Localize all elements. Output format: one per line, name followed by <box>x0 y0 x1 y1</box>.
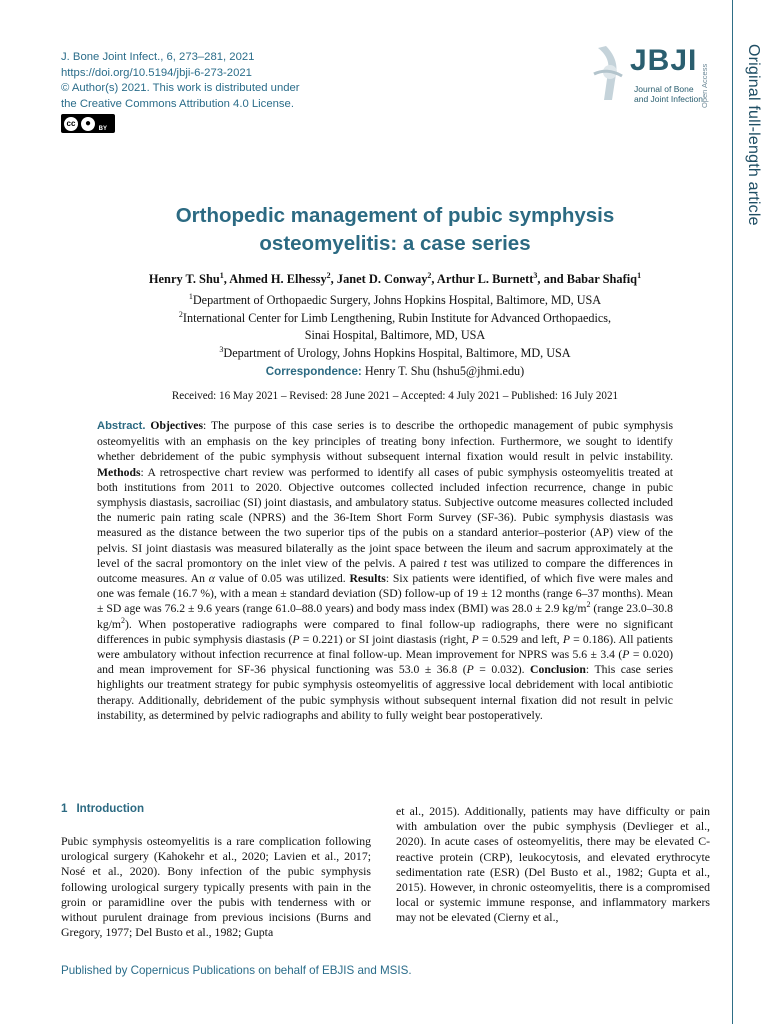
affiliation: $^1$Department of Orthopaedic Surgery, Johns Hopkins Hospital, Baltimore, MD, USA <box>188 291 602 307</box>
affiliation: Sinai Hospital, Baltimore, MD, USA <box>304 328 486 343</box>
author-list: Henry T. Shu$^1$, Ahmed H. Elhessy$^2$, Janet D. Conway$^2$, Arthur L. Burnett$^3$, and Babar Shafiq$^1$ <box>148 270 642 286</box>
citation-doi-link[interactable]: https://doi.org/10.5194/jbji-6-273-2021 <box>61 66 252 79</box>
author: Babar Shafiq <box>566 272 638 286</box>
correspondence: Correspondence: Henry T. Shu (hshu5@jhmi.edu) <box>265 364 525 378</box>
affiliations <box>60 292 730 362</box>
body-column-left: Pubic symphysis osteomyelitis is a rare complication following urological surgery (Kahokehr et al., 2020; Lavien et al., 2017; Nosé et al., 2020). Bony infection of the pubic symphysis following urological surgery typically presents with pain in the groin or paramidline over the pubis with tenderness with or without purulent drainage from previous incisions (Burns and Gregory, 1977; Del Busto et al., 1982; Gupta <box>61 834 371 940</box>
citation-copyright: © Author(s) 2021. This work is distributed under <box>61 82 300 95</box>
body-column-right: et al., 2015). Additionally, patients may have difficulty or pain with ambulation over the pubic symphysis (Devlieger et al., 2020). In acute cases of osteomyelitis, there may be elevated C-reactive protein (CRP), leukocytosis, and elevated erythrocyte sedimentation rate (ESR) (Del Busto et al., 1982; Gupta et al., 2015). However, in chronic osteomyelitis, there is a compromised local or systemic immune response, and inflammatory markers may not be elevated (Cierny et al., <box>396 804 710 925</box>
journal-logo <box>588 44 720 114</box>
citation-block <box>61 50 300 112</box>
creative-commons-icon[interactable]: cc ● BY <box>61 114 115 133</box>
correspondence-email[interactable]: Henry T. Shu (hshu5@jhmi.edu) <box>364 364 525 378</box>
open-access-label: Open Access <box>700 63 709 108</box>
citation-license[interactable]: the Creative Commons Attribution 4.0 License. <box>61 97 294 110</box>
affiliation: $^3$Department of Urology, Johns Hopkins Hospital, Baltimore, MD, USA <box>219 344 571 360</box>
author: Ahmed H. Elhessy <box>229 272 327 286</box>
logo-subtitle: Journal of Bone and Joint Infection <box>634 84 703 104</box>
publisher-footer: Published by Copernicus Publications on behalf of EBJIS and MSIS. <box>61 964 412 977</box>
citation-journal: J. Bone Joint Infect., 6, 273–281, 2021 <box>61 51 255 63</box>
article-dates: Received: 16 May 2021 – Revised: 28 June 2021 – Accepted: 4 July 2021 – Published: 16 July 2021 <box>171 390 619 402</box>
author: Arthur L. Burnett <box>436 272 534 286</box>
author: Janet D. Conway <box>336 272 428 286</box>
article-title: Orthopedic management of pubic symphysis osteomyelitis: a case series <box>175 204 615 255</box>
section-heading-introduction: 1 Introduction <box>61 802 145 815</box>
joint-bone-icon <box>588 44 630 104</box>
article-type-label: Original full-length article <box>745 44 762 226</box>
abstract: Abstract. Objectives: The purpose of this case series is to describe the orthopedic management of pubic symphysis osteomyelitis with an emphasis on the key principles of treating bony infection. Furthermore, we sought to identify whether debridement of the pubic symphysis without subsequent internal fixation would result in pelvic instability. Methods: A retrospective chart review was performed to identify all cases of pubic symphysis osteomyelitis treated at both institutions from 2011 to 2020. Objective outcomes collected included infection recurrence, change in pubic symphysis diastasis, sacroiliac (SI) joint diastasis, and ambulatory status. Subjective outcome measures collected included the numeric pain rating scale (NPRS) and the 36-Item Short Form Survey (SF-36). Pubic symphysis diastasis was measured as the distance between the two superior tips of the pubis on a standard anterior–posterior (AP) view of the pelvis. SI joint diastasis was measured bilaterally as the joint space between the ileum and sacrum approximately at the level of the sacral promontory on the inlet view of the pelvis. A paired t test was utilized to compare the differences in outcome measures. An α value of 0.05 was utilized. Results: Six patients were identified, of which five were males and one was female (16.7 %), with a mean ± standard deviation (SD) follow-up of 19 ± 12 months (range 6–37 months). Mean ± SD age was 76.2 ± 9.6 years (range 61.0–88.0 years) and body mass index (BMI) was 28.0 ± 2.9 $kg/m^2$ (range 23.0–30.8 $kg/m^2$). When postoperative radiographs were compared to final follow-up radiographs, there were no significant differences in pubic symphysis diastasis (P = 0.221) or SI joint diastasis (right, P = 0.529 and left, P = 0.186). All patients were ambulatory without infection recurrence at final follow-up. Mean improvement for NPRS was 5.6 ± 3.4 (P = 0.020) and mean improvement for SF-36 physical functioning was 53.0 ± 36.8 (P = 0.032). Conclusion: This case series highlights our treatment strategy for pubic symphysis osteomyelitis of aggressive local debridement with local antibiotic therapy. Additionally, debridement of the pubic symphysis without subsequent internal fixation did not result in pelvic instability, as determined by pelvic radiographs and ability to fully weight bear postoperatively. <box>97 419 674 722</box>
author: Henry T. Shu <box>148 272 220 286</box>
logo-name: JBJI <box>630 44 698 77</box>
side-rule <box>732 0 733 1024</box>
affiliation: $^2$International Center for Limb Lengthening, Rubin Institute for Advanced Orthopaedics, <box>178 309 612 325</box>
